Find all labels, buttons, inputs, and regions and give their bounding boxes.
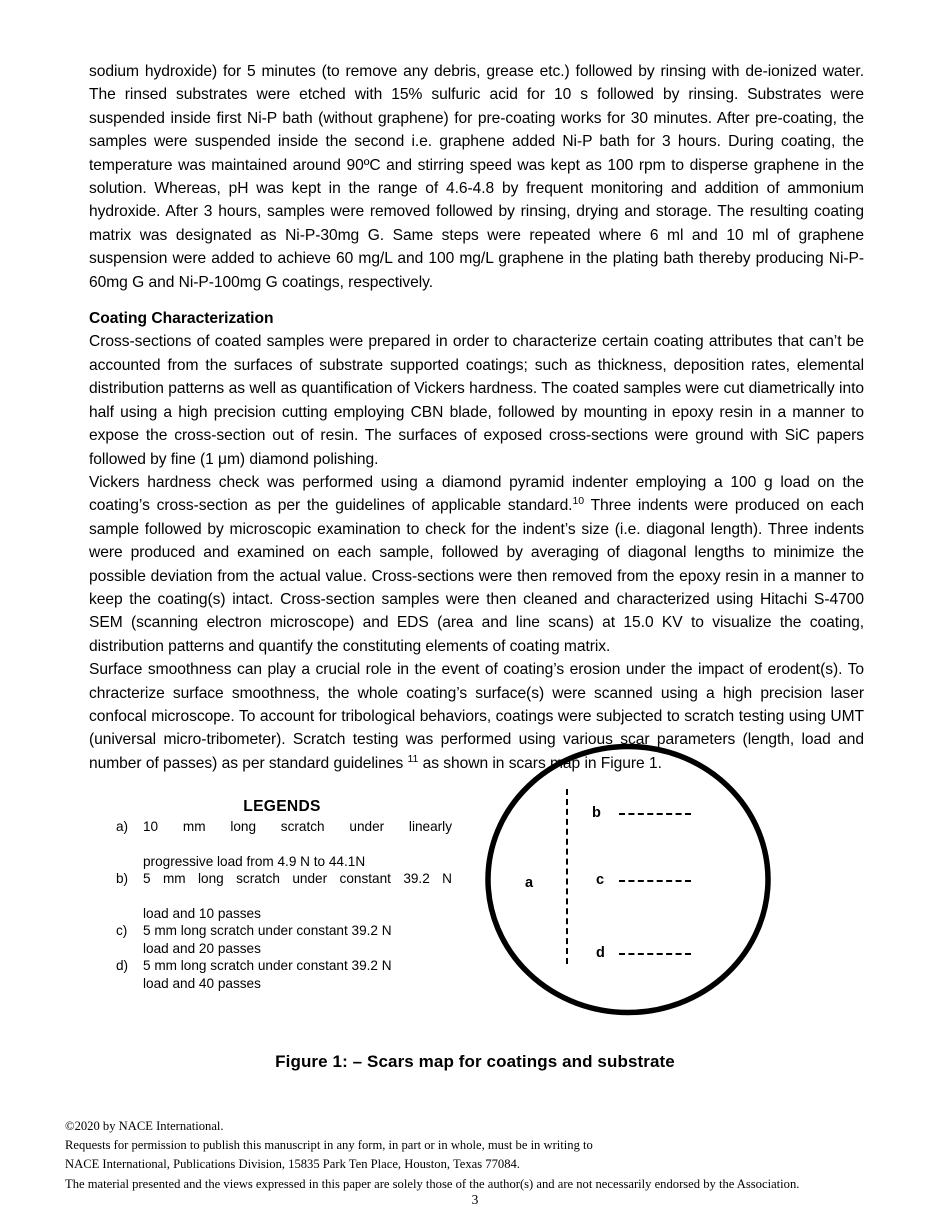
legend-item-c-line2: load and 20 passes xyxy=(143,940,261,956)
paragraph-smoothness-part2: as shown in scars map in Figure 1. xyxy=(422,754,662,772)
legends-title: LEGENDS xyxy=(243,798,321,815)
citation-ref-11: 11 xyxy=(407,752,419,765)
legend-marker-c: c) xyxy=(116,923,128,939)
legend-item-c xyxy=(112,922,452,957)
paragraph-vickers-hardness xyxy=(89,471,864,658)
legend-item-d-line2: load and 40 passes xyxy=(143,975,261,991)
legends-list xyxy=(112,818,452,992)
page-footer xyxy=(65,1117,855,1194)
paragraph-vickers-part1: Vickers hardness check was performed using a diamond pyramid indenter employing a 100 g load on the coating’s cross-section as per the guidelines of applicable standard. xyxy=(89,473,864,515)
legends-block xyxy=(112,797,452,992)
scratch-label-a: a xyxy=(525,875,534,891)
footer-disclaimer: The material presented and the views expressed in this paper are solely those of the author(s) and are not necessarily endorsed by the Association. xyxy=(65,1176,800,1191)
scratch-label-c: c xyxy=(596,872,605,888)
legend-item-a xyxy=(112,818,452,870)
scars-map-diagram xyxy=(484,742,772,1017)
figure-1-caption: Figure 1: – Scars map for coatings and substrate xyxy=(275,1052,675,1071)
legend-item-d xyxy=(112,957,452,992)
paragraph-cross-sections: Cross-sections of coated samples were prepared in order to characterize certain coating attributes that can’t be accounted from the surfaces of substrate supported coatings; such as thickness, deposition rates, elemental distribution patterns as well as quantification of Vickers hardness. The coated samples were cut diametrically into half using a high precision cutting employing CBN blade, followed by mounting in epoxy resin in a manner to expose the cross-section out of resin. The surfaces of exposed cross-sections were ground with SiC papers followed by fine (1 μm) diamond polishing. xyxy=(89,333,864,468)
citation-ref-10: 10 xyxy=(572,495,585,508)
scratch-line-a xyxy=(566,789,568,964)
footer-permission-line-1: Requests for permission to publish this manuscript in any form, in part or in whole, must be in writing to xyxy=(65,1138,593,1153)
legend-item-a-line2: progressive load from 4.9 N to 44.1N xyxy=(143,853,366,869)
legend-marker-a: a) xyxy=(116,819,129,834)
legend-item-b-line2: load and 10 passes xyxy=(143,906,261,922)
scratch-line-c xyxy=(619,880,691,882)
scratch-line-b xyxy=(619,813,691,815)
page-body-content xyxy=(89,60,864,775)
section-heading-coating-characterization: Coating Characterization xyxy=(89,310,274,328)
legend-item-a-line1: 10 mm long scratch under linearly xyxy=(143,819,452,834)
legend-item-c-line1: 5 mm long scratch under constant 39.2 N xyxy=(143,923,392,939)
legend-item-b xyxy=(112,870,452,922)
footer-copyright: ©2020 by NACE International. xyxy=(65,1119,224,1133)
legend-item-b-line1: 5 mm long scratch under constant 39.2 N xyxy=(143,871,452,887)
scratch-line-d xyxy=(619,953,691,955)
paragraph-smoothness-part1: Surface smoothness can play a crucial role in the event of coating’s erosion under the impact of erodent(s). To chracterize surface smoothness, the whole coating’s surface(s) were scanned using a high precision laser confocal microscope. To account for tribological behaviors, coatings were subjected to scratch testing using UMT (universal micro-tribometer). Scratch testing was performed using various scar parameters (length, load and number of passes) as per standard guidelines xyxy=(89,661,864,772)
scratch-label-b: b xyxy=(592,805,601,821)
legend-marker-d: d) xyxy=(116,958,129,974)
figure-1-area xyxy=(0,735,950,1035)
scratch-label-d: d xyxy=(596,945,605,961)
legend-marker-b: b) xyxy=(116,871,129,887)
footer-address: NACE International, Publications Division, 15835 Park Ten Place, Houston, Texas 77084. xyxy=(65,1157,520,1172)
legend-item-d-line1: 5 mm long scratch under constant 39.2 N xyxy=(143,958,392,974)
paragraph-coating-method: sodium hydroxide) for 5 minutes (to remove any debris, grease etc.) followed by rinsing with de-ionized water. The rinsed substrates were etched with 15% sulfuric acid for 10 s followed by rinsing. Substrates were suspended inside first Ni-P bath (without graphene) for pre-coating works for 30 minutes. After pre-coating, the samples were suspended inside the second i.e. graphene added Ni-P bath for 3 hours. During coating, the temperature was maintained around 90ºC and stirring speed was kept as 100 rpm to disperse graphene in the solution. Whereas, pH was kept in the range of 4.6-4.8 by frequent monitoring and addition of ammonium hydroxide. After 3 hours, samples were removed followed by rinsing, drying and storage. The resulting coating matrix was designated as Ni-P-30mg G. Same steps were repeated where 6 ml and 10 ml of graphene suspension were added to achieve 60 mg/L and 100 mg/L graphene in the plating bath thereby producing Ni-P-60mg G and Ni-P-100mg G coatings, respectively. xyxy=(89,63,864,291)
paragraph-vickers-part2: Three indents were produced on each sample followed by microscopic examination to check for the indent’s size (i.e. diagonal length). Three indents were produced and examined on each sample, followed by averaging of diagonal lengths to minimize the possible deviation from the actual value. Cross-sections were then removed from the epoxy resin in a manner to keep the coating(s) intact. Cross-section samples were then cleaned and characterized using Hitachi S-4700 SEM (scanning electron microscope) and EDS (area and line scans) at 15.0 KV to visualize the coating, distribution patterns and quantify the constituting elements of coating matrix. xyxy=(89,497,864,655)
page-number: 3 xyxy=(471,1192,479,1207)
